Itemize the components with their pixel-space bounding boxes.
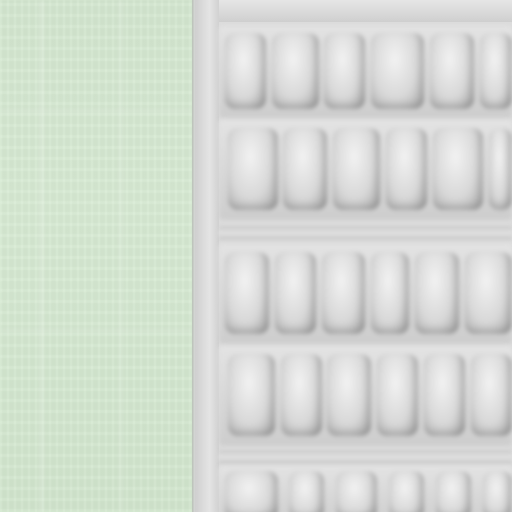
embossed-bump [283, 128, 327, 210]
paper-crease [120, 0, 122, 512]
embossed-row [219, 466, 512, 512]
embossed-bump [371, 33, 424, 108]
embossed-bump [327, 354, 371, 436]
embossed-bump [471, 354, 512, 436]
embossed-row [219, 244, 512, 344]
embossed-bump [371, 252, 409, 334]
embossed-bump [483, 471, 512, 512]
embossed-bump [465, 252, 512, 334]
frame-top-edge [195, 0, 512, 22]
embossed-row [219, 346, 512, 446]
embossed-row [219, 120, 512, 220]
paper-crease [0, 330, 192, 332]
embossed-bump [228, 354, 275, 436]
embossed-texture-panel [195, 0, 512, 512]
embossed-bump [324, 33, 365, 108]
embossed-bump [225, 33, 266, 108]
embossed-bump [430, 33, 474, 108]
embossed-bump [480, 33, 512, 108]
embossed-bump [272, 33, 319, 108]
green-paper-panel [0, 0, 192, 512]
embossed-bump [424, 354, 465, 436]
embossed-bump [289, 471, 324, 512]
embossed-bump [281, 354, 322, 436]
row-separator [219, 226, 512, 240]
embossed-bump [275, 252, 316, 334]
frame-left-edge [195, 0, 219, 512]
paper-texture [0, 0, 192, 512]
embossed-bump [436, 471, 471, 512]
embossed-bump [333, 128, 380, 210]
paper-crease [40, 0, 43, 512]
embossed-bump [336, 471, 377, 512]
embossed-bump [377, 354, 418, 436]
embossed-bump [433, 128, 483, 210]
embossed-bump [386, 128, 427, 210]
embossed-bump [225, 252, 269, 334]
embossed-bump [322, 252, 366, 334]
embossed-bump [228, 128, 278, 210]
embossed-bump [225, 471, 278, 512]
embossed-row [219, 26, 512, 118]
embossed-bump [489, 128, 512, 210]
row-separator [219, 450, 512, 464]
paper-crease [0, 110, 192, 112]
embossed-bump [415, 252, 459, 334]
embossed-bump [389, 471, 424, 512]
